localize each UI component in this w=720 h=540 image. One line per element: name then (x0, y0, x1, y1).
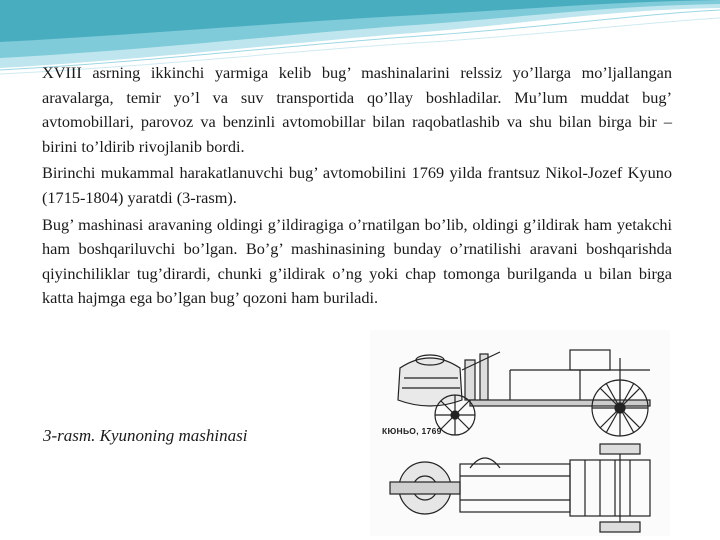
figure-label: КЮНЬО, 1769 (382, 426, 442, 436)
body-text (42, 61, 672, 313)
top-view-drawing (370, 438, 670, 536)
paragraph-2: Birinchi mukammal harakatlanuvchi bug’ avtomobilini 1769 yilda frantsuz Nikol-Jozef Kyuno (1715-1804) yaratdi (3-rasm). (42, 163, 672, 207)
paragraph-3: Bug’ mashinasi aravaning oldingi g’ildiragiga o’rnatilgan bo’lib, oldingi g’ildirak ham yetakchi ham boshqariluvchi bo’lgan. Bo’g’ mashinasining bunday o’rnatilishi aravani boshqarishda qiyinchiliklar tug’dirardi, chunki g’ildirak o’ng yoki chap tomonga burilganda u bilan birga katta hajmga ega bo’lgan bug’ qozoni ham buriladi. (42, 214, 672, 308)
figure-caption: 3-rasm. Kyunoning mashinasi (43, 426, 248, 445)
cugnot-steam-vehicle-illustration (370, 330, 670, 536)
side-view-drawing (370, 330, 670, 440)
paragraph-1: XVIII asrning ikkinchi yarmiga kelib bug’ mashinalarini relssiz yo’llarga mo’ljallangan aravalarga, temir yo’l va suv transportida qo’llay boshladilar. Mu’lum muddat bug’ avtomobillari, parovoz va benzinli avtomobillar bilan raqobatlashib va shu bilan birga bir – birini to’ldirib rivojlanib bordi. (42, 63, 672, 156)
